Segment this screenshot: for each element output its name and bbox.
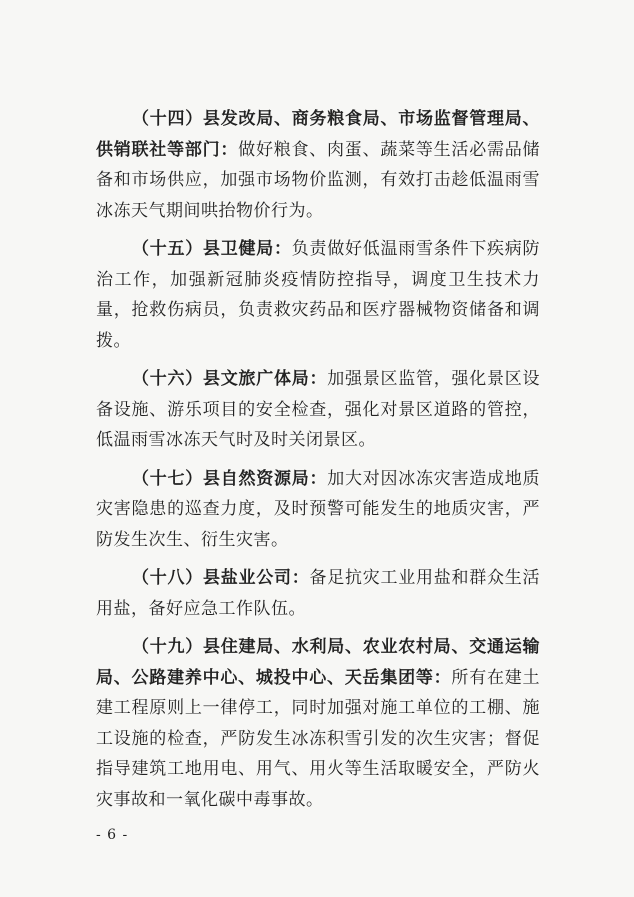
paragraph-text: 所有在建土建工程原则上一律停工，同时加强对施工单位的工棚、施工设施的检查，严防发生冰冻积雪引发的次生灾害；督促指导建筑工地用电、用气、用火等生活取暖安全，严防火灾事故和一氧化碳中毒事故。 [96, 667, 541, 810]
paragraph-17 [96, 464, 540, 556]
paragraph-19 [96, 632, 540, 815]
paragraph-heading: （十六）县文旅广体局： [132, 369, 328, 389]
paragraph-15 [96, 234, 540, 356]
paragraph-text: 备足抗灾工业用盐和群众生活用盐，备好应急工作队伍。 [96, 568, 540, 619]
paragraph-14 [96, 104, 540, 226]
page-number: - 6 - [96, 827, 129, 843]
paragraph-heading: （十七）县自然资源局： [132, 468, 328, 489]
paragraph-text: 做好粮食、肉蛋、蔬菜等生活必需品储备和市场供应，加强市场物价监测，有效打击趁低温雨雪冰冻天气期间哄抬物价行为。 [96, 139, 541, 221]
paragraph-text: 负责做好低温雨雪条件下疾病防治工作，加强新冠肺炎疫情防控指导，调度卫生技术力量，抢救伤病员，负责救灾药品和医疗器械物资储备和调拨。 [96, 239, 540, 351]
paragraph-16 [96, 364, 540, 456]
document-body [96, 104, 540, 823]
paragraph-text: 加强景区监管，强化景区设备设施、游乐项目的安全检查，强化对景区道路的管控，低温雨雪冰冻天气时及时关闭景区。 [96, 369, 540, 450]
paragraph-18 [96, 563, 540, 624]
paragraph-heading: （十五）县卫健局： [132, 239, 292, 259]
paragraph-heading: （十四）县发改局、商务粮食局、市场监督管理局、供销联社等部门： [96, 109, 540, 160]
paragraph-heading: （十九）县住建局、水利局、农业农村局、交通运输局、公路建养中心、城投中心、天岳集团等： [96, 637, 540, 688]
paragraph-heading: （十八）县盐业公司： [132, 568, 310, 588]
paragraph-text: 加大对因冰冻灾害造成地质灾害隐患的巡查力度，及时预警可能发生的地质灾害，严防发生次生、衍生灾害。 [96, 468, 540, 550]
